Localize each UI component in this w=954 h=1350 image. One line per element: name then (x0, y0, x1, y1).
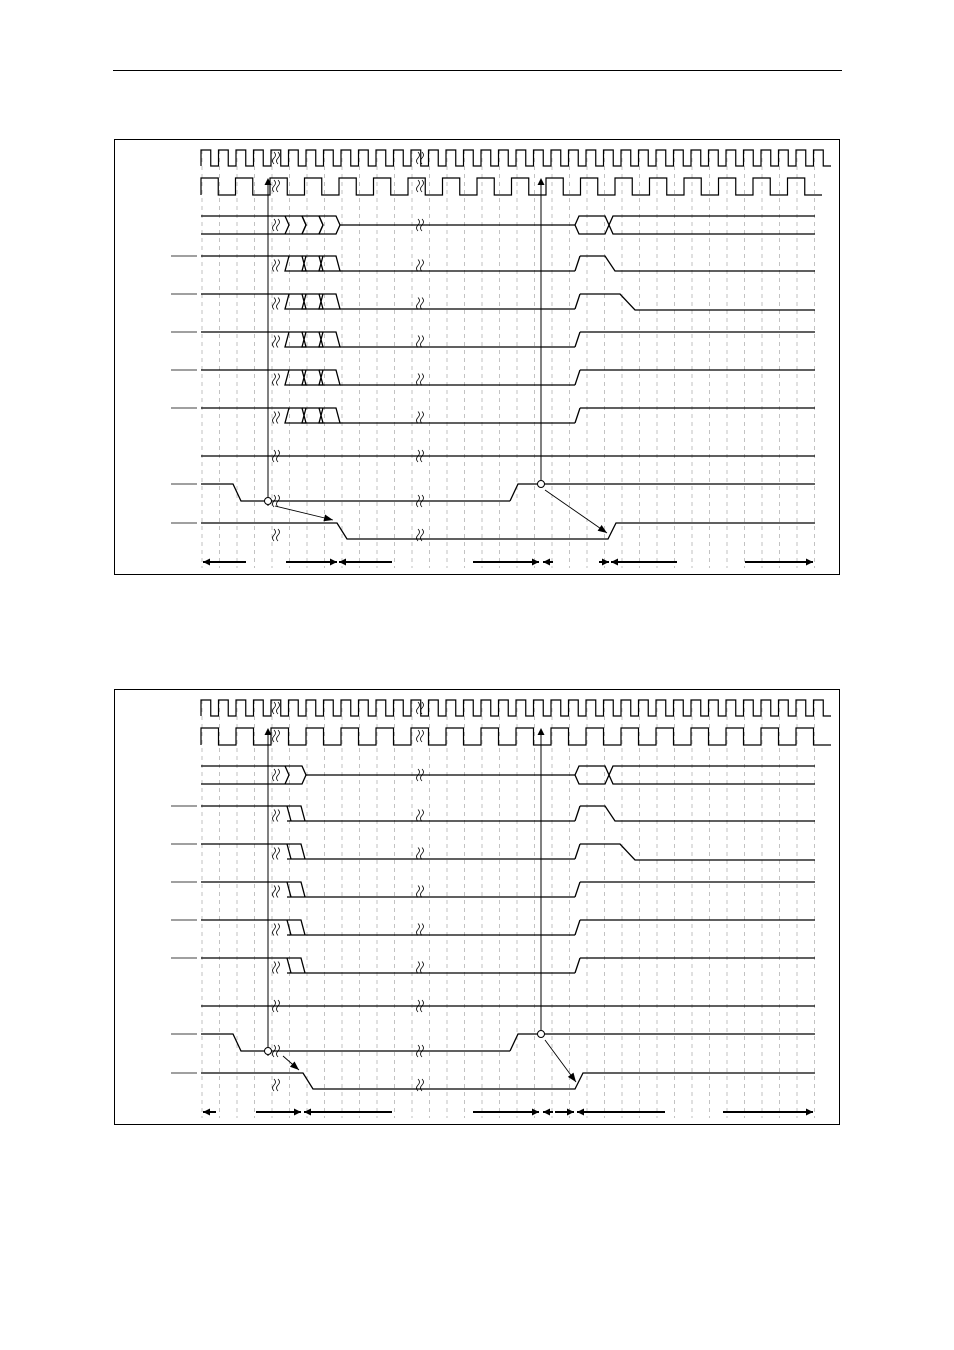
timing-diagram-2-canvas (115, 690, 841, 1126)
interval-arrow-1-head (203, 1109, 210, 1116)
clock-break-mark (273, 152, 280, 164)
reference-dot-left (265, 498, 272, 505)
interval-arrow-2-head (330, 559, 337, 566)
bus-cross (285, 216, 289, 234)
slow-clock-waveform (201, 178, 822, 195)
interval-arrow-7-head (577, 1109, 584, 1116)
signal-break-mark (273, 924, 280, 936)
signal-3-rise (575, 882, 580, 897)
strobe-rise (510, 484, 815, 501)
interval-arrow-3-head (339, 559, 346, 566)
signal-break-mark (417, 848, 424, 860)
signal-4-rise (575, 370, 580, 385)
causal-arrow-right-head (568, 1073, 576, 1082)
slow-clock-break-mark (273, 180, 280, 192)
interval-arrow-3-head (304, 1109, 311, 1116)
slow-clock-break-mark (273, 730, 280, 742)
ready-break-mark (273, 1079, 280, 1091)
reference-dot-left (265, 1048, 272, 1055)
signal-break-mark (417, 924, 424, 936)
interval-arrow-6-head (567, 1109, 574, 1116)
signal-break-mark (273, 298, 280, 310)
signal-break-mark (273, 412, 280, 424)
signal-1-rise (575, 256, 580, 271)
interval-arrow-2-head (294, 1109, 301, 1116)
signal-break-mark (273, 260, 280, 272)
causal-arrow-right-head (598, 525, 607, 533)
interval-arrow-5-head (543, 559, 550, 566)
interval-arrow-6-head (602, 559, 609, 566)
signal-break-mark (417, 298, 424, 310)
interval-arrow-7-head (611, 559, 618, 566)
bus-line-bottom-after (609, 775, 815, 784)
bus-break-mark (273, 769, 280, 781)
signal-break-mark (417, 336, 424, 348)
bus-cross (319, 216, 323, 234)
timing-diagram-1 (114, 139, 840, 575)
strobe-fall (201, 1034, 267, 1051)
bus-line-top-after (609, 766, 815, 775)
slow-clock-waveform (201, 728, 831, 745)
causal-arrow-right-shaft (545, 490, 607, 533)
signal-break-mark (273, 848, 280, 860)
signal-break-mark (273, 374, 280, 386)
ready-waveform (201, 523, 815, 539)
bus-cell (319, 216, 340, 234)
bus-cross (285, 766, 289, 784)
reference-dot-right (538, 1031, 545, 1038)
signal-break-mark (417, 962, 424, 974)
interval-arrow-8-head (806, 559, 813, 566)
timing-diagram-1-canvas (115, 140, 841, 576)
clock-break-mark (417, 152, 424, 164)
signal-3-edge2 (287, 882, 291, 897)
signal-break-mark (417, 374, 424, 386)
interval-arrow-1-head (203, 559, 210, 566)
bus-cross (302, 216, 306, 234)
causal-arrow-left-head (323, 514, 333, 521)
bus-line-bottom-after (609, 225, 815, 234)
clock-break-mark (417, 702, 424, 714)
bus-break-mark (273, 219, 280, 231)
page-header-rule (113, 70, 842, 71)
bus-transition-cell (575, 766, 609, 784)
signal-5-rise (575, 958, 580, 973)
interval-arrow-4-head (532, 1109, 539, 1116)
signal-2-rise (575, 844, 580, 859)
signal-4-edge2 (287, 920, 291, 935)
reference-dot-right (538, 481, 545, 488)
signal-5-rise (575, 408, 580, 423)
signal-2-rise (575, 294, 580, 309)
signal-1-edge2 (287, 806, 291, 821)
slow-clock-break-mark (417, 180, 424, 192)
signal-3-rise (575, 332, 580, 347)
signal-break-mark (273, 886, 280, 898)
strobe-fall (201, 484, 267, 501)
signal-break-mark (417, 886, 424, 898)
interval-arrow-5-head (543, 1109, 550, 1116)
slow-clock-break-mark (417, 730, 424, 742)
ready-waveform (201, 1073, 815, 1089)
signal-break-mark (417, 810, 424, 822)
fast-clock-waveform (201, 150, 831, 166)
bus-cell (285, 766, 306, 784)
reference-arrow-right (538, 728, 545, 735)
signal-1-rise (575, 806, 580, 821)
signal-break-mark (273, 962, 280, 974)
signal-2-edge2 (287, 844, 291, 859)
signal-4-rise (575, 920, 580, 935)
interval-arrow-4-head (532, 559, 539, 566)
interval-arrow-8-head (806, 1109, 813, 1116)
reference-arrow-right (538, 178, 545, 185)
timing-diagram-2 (114, 689, 840, 1125)
signal-5-edge2 (287, 958, 291, 973)
bus-line-top-after (609, 216, 815, 225)
bus-transition-cell (575, 216, 609, 234)
clock-break-mark (273, 702, 280, 714)
fast-clock-waveform (201, 700, 831, 716)
signal-break-mark (417, 260, 424, 272)
strobe-rise (510, 1034, 815, 1051)
signal-break-mark (417, 412, 424, 424)
ready-break-mark (273, 529, 280, 541)
signal-break-mark (273, 810, 280, 822)
signal-break-mark (273, 336, 280, 348)
